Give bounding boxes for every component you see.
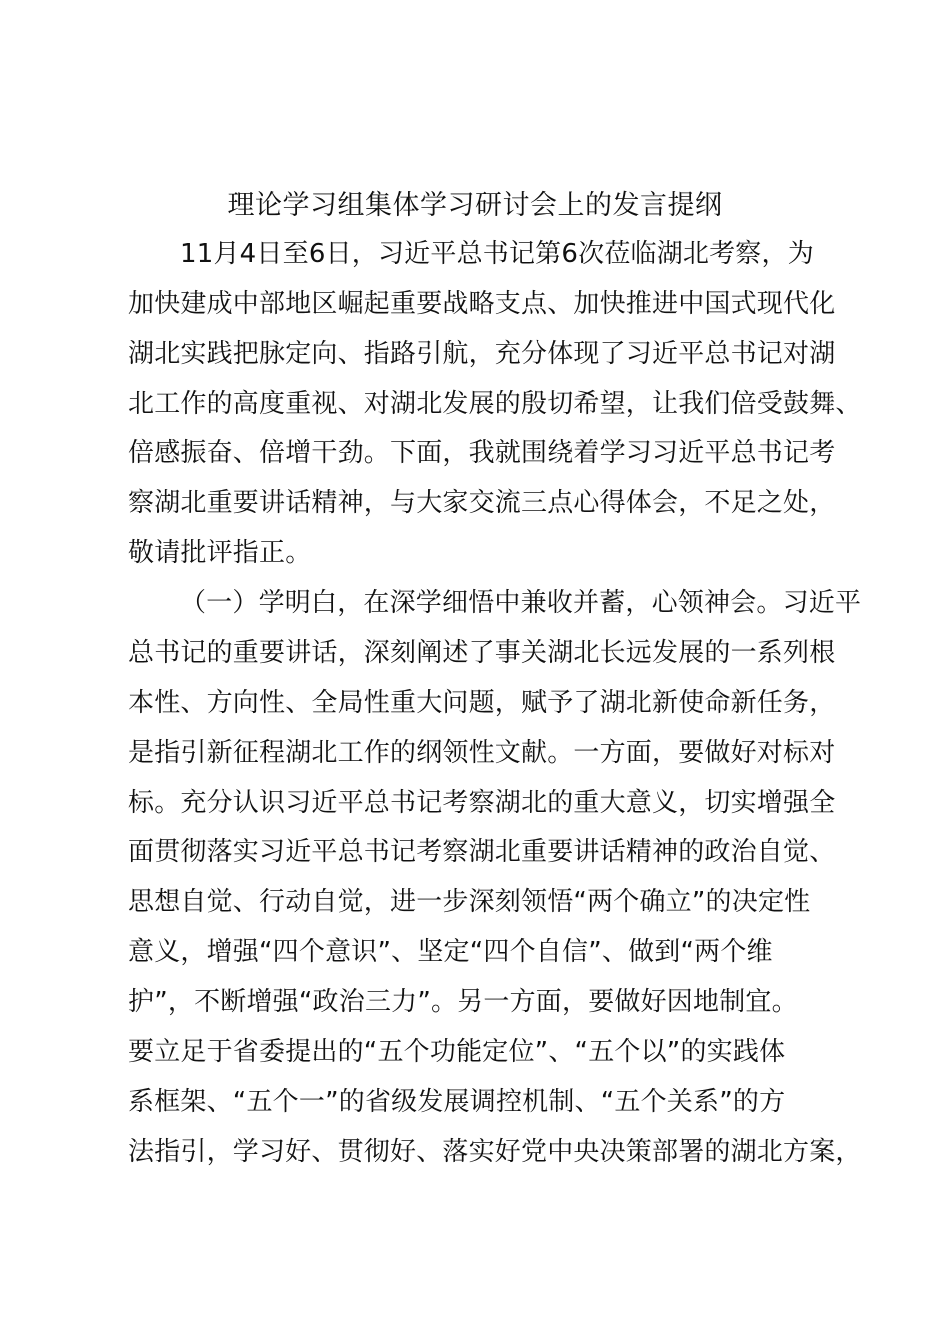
paragraph-1-line: 北工作的高度重视、对湖北发展的殷切希望，让我们倍受鼓舞、 bbox=[128, 389, 862, 419]
paragraph-2-line: 总书记的重要讲话，深刻阐述了事关湖北长远发展的一系列根 bbox=[128, 638, 836, 668]
paragraph-2-line: 法指引，学习好、贯彻好、落实好党中央决策部署的湖北方案， bbox=[128, 1137, 862, 1167]
document-title: 理论学习组集体学习研讨会上的发言提纲 bbox=[227, 190, 723, 221]
paragraph-2-line: 思想自觉、行动自觉，进一步深刻领悟“两个确立”的决定性 bbox=[128, 887, 811, 917]
paragraph-1-line: 11月4日至6日，习近平总书记第6次莅临湖北考察，为 bbox=[180, 239, 814, 269]
paragraph-2-line: 护”，不断增强“政治三力”。另一方面，要做好因地制宜。 bbox=[128, 987, 798, 1017]
paragraph-1-line: 加快建成中部地区崛起重要战略支点、加快推进中国式现代化 bbox=[128, 289, 836, 319]
paragraph-2-line: 面贯彻落实习近平总书记考察湖北重要讲话精神的政治自觉、 bbox=[128, 837, 836, 867]
paragraph-2-line: 要立足于省委提出的“五个功能定位”、“五个以”的实践体 bbox=[128, 1037, 786, 1067]
paragraph-2-line: 本性、方向性、全局性重大问题，赋予了湖北新使命新任务， bbox=[128, 688, 836, 718]
paragraph-1-line: 敬请批评指正。 bbox=[128, 538, 312, 568]
paragraph-2-line: 标。充分认识习近平总书记考察湖北的重大意义，切实增强全 bbox=[128, 788, 836, 818]
paragraph-2-line: 系框架、“五个一”的省级发展调控机制、“五个关系”的方 bbox=[128, 1087, 786, 1117]
paragraph-1-line: 湖北实践把脉定向、指路引航，充分体现了习近平总书记对湖 bbox=[128, 339, 836, 369]
paragraph-1-line: 倍感振奋、倍增干劲。下面，我就围绕着学习习近平总书记考 bbox=[128, 438, 836, 468]
paragraph-2-line: 是指引新征程湖北工作的纲领性文献。一方面，要做好对标对 bbox=[128, 738, 836, 768]
paragraph-2-line: （一）学明白，在深学细悟中兼收并蓄，心领神会。习近平 bbox=[180, 588, 862, 618]
paragraph-2-line: 意义，增强“四个意识”、坚定“四个自信”、做到“两个维 bbox=[128, 937, 773, 967]
paragraph-1-line: 察湖北重要讲话精神，与大家交流三点心得体会，不足之处， bbox=[128, 488, 836, 518]
